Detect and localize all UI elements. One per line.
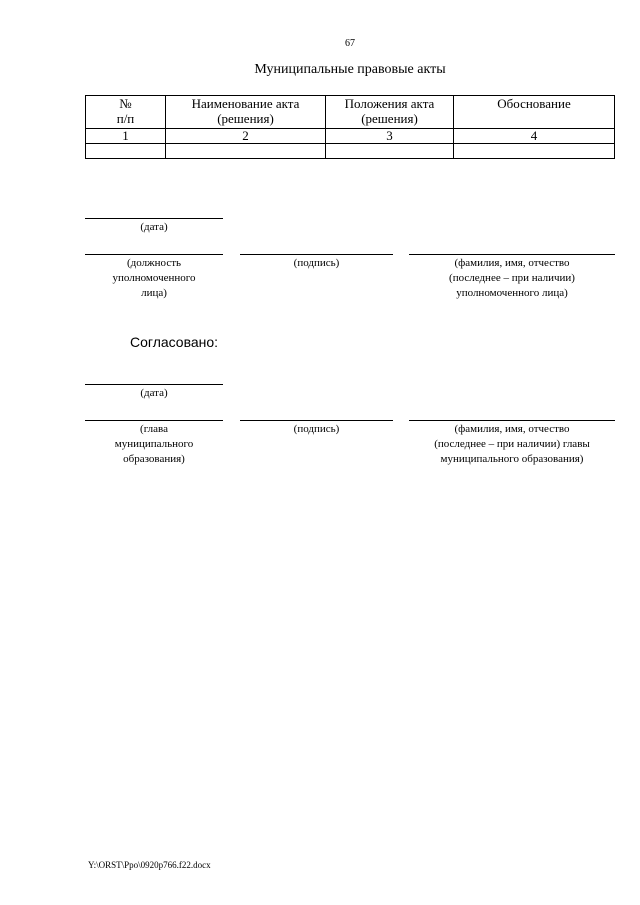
footer-file-path: Y:\ORST\Ppo\0920p766.f22.docx <box>88 860 211 870</box>
table-cell: 2 <box>166 129 326 144</box>
approved-heading: Согласовано: <box>130 334 219 350</box>
fio-caption <box>409 422 615 467</box>
signature-line <box>240 254 393 255</box>
header-line: № <box>119 96 132 111</box>
page-number: 67 <box>345 38 355 49</box>
caption-line: (должность <box>126 257 182 269</box>
table-cell: 1 <box>86 129 166 144</box>
table-cell: 4 <box>454 129 615 144</box>
position-line <box>85 420 223 421</box>
date-line <box>85 218 223 219</box>
table-cell <box>326 144 454 159</box>
caption-line: муниципального <box>114 438 194 450</box>
header-line: Наименование акта <box>191 96 300 111</box>
caption-line: образования) <box>123 453 185 465</box>
caption-line: лица) <box>141 287 167 299</box>
header-line: Обоснование <box>497 96 571 111</box>
caption-line: (последнее – при наличии) главы <box>434 438 590 450</box>
header-line: (решения) <box>361 111 418 126</box>
acts-table <box>85 95 615 159</box>
table-row <box>86 144 615 159</box>
header-line: п/п <box>116 111 135 126</box>
header-act-provisions <box>326 96 454 129</box>
header-justification <box>454 96 615 129</box>
table-cell <box>454 144 615 159</box>
date-caption: (дата) <box>140 221 168 233</box>
fio-line <box>409 420 615 421</box>
header-line: Положения акта <box>344 96 435 111</box>
signature-line <box>240 420 393 421</box>
caption-line: (глава <box>140 423 168 435</box>
table-cell: 3 <box>326 129 454 144</box>
signature-caption: (подпись) <box>293 423 340 435</box>
fio-caption <box>409 256 615 301</box>
table-numbering-row <box>86 129 615 144</box>
fio-line <box>409 254 615 255</box>
caption-line: уполномоченного <box>112 272 196 284</box>
date-caption: (дата) <box>140 387 168 399</box>
header-act-name <box>166 96 326 129</box>
caption-line: уполномоченного лица) <box>456 287 568 299</box>
position-caption <box>85 256 223 301</box>
table-cell <box>166 144 326 159</box>
caption-line: (фамилия, имя, отчество <box>454 257 570 269</box>
table-cell <box>86 144 166 159</box>
caption-line: (последнее – при наличии) <box>449 272 575 284</box>
header-number <box>86 96 166 129</box>
position-caption <box>85 422 223 467</box>
table-header-row <box>86 96 615 129</box>
position-line <box>85 254 223 255</box>
caption-line: (фамилия, имя, отчество <box>454 423 570 435</box>
signature-caption: (подпись) <box>293 257 340 269</box>
caption-line: муниципального образования) <box>440 453 584 465</box>
date-line <box>85 384 223 385</box>
page-title: Муниципальные правовые акты <box>254 62 446 77</box>
header-line: (решения) <box>217 111 274 126</box>
